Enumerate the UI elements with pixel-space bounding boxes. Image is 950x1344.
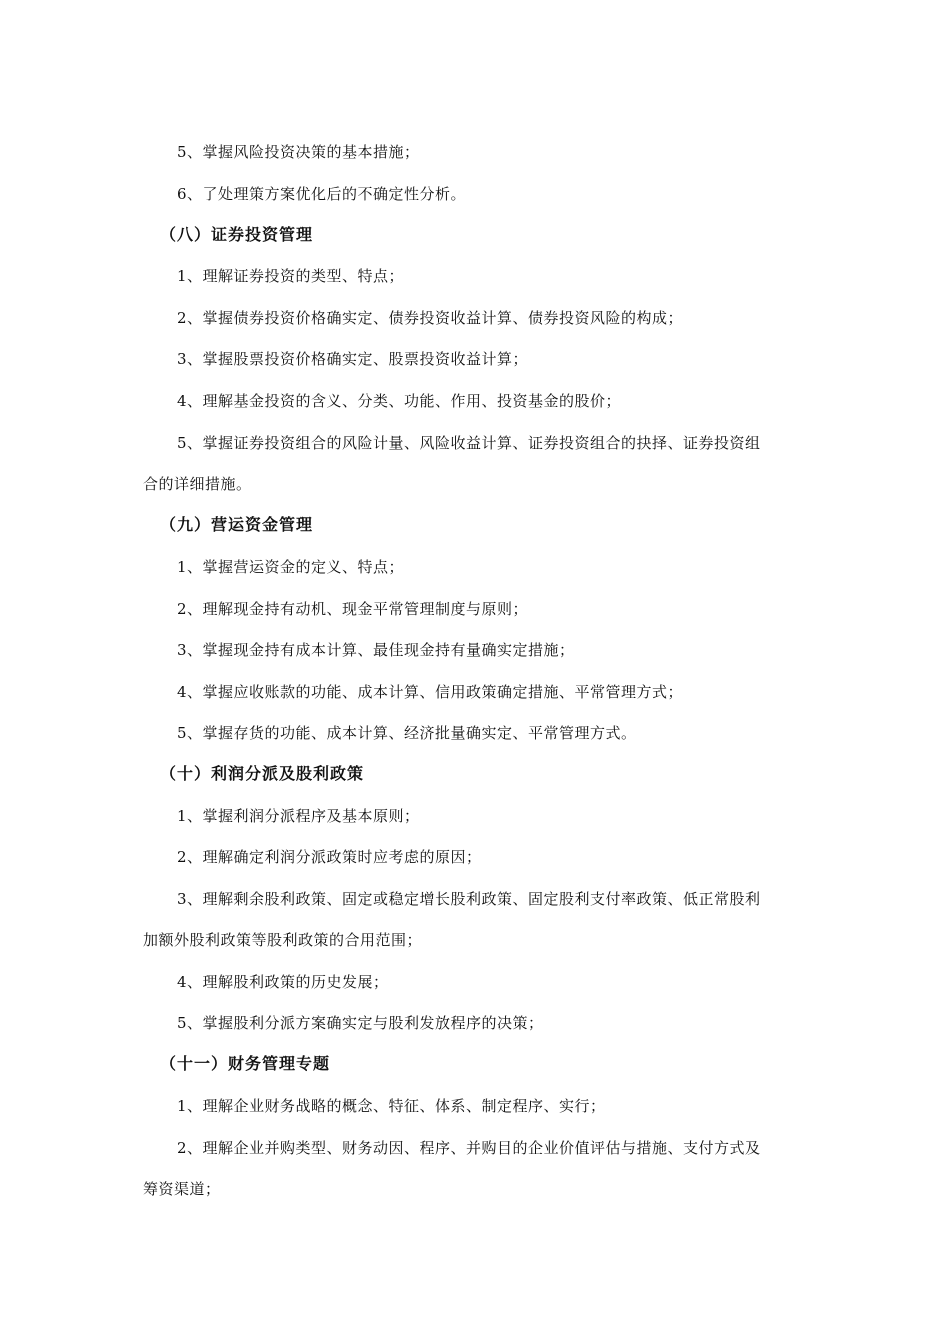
section-heading: （十一）财务管理专题	[160, 1054, 331, 1073]
section-heading: （十）利润分派及股利政策	[160, 764, 365, 783]
list-item: 4、理解基金投资的含义、分类、功能、作用、投资基金的股价；	[177, 392, 622, 410]
list-item-continuation: 筹资渠道；	[143, 1180, 221, 1198]
list-item: 3、理解剩余股利政策、固定或稳定增长股利政策、固定股利支付率政策、低正常股利	[177, 890, 761, 908]
list-item: 5、掌握股利分派方案确实定与股利发放程序的决策；	[177, 1014, 544, 1032]
section-heading: （八）证券投资管理	[160, 225, 314, 244]
list-item-continuation: 加额外股利政策等股利政策的合用范围；	[143, 931, 423, 949]
list-item: 2、掌握债券投资价格确实定、债券投资收益计算、债券投资风险的构成；	[177, 309, 684, 327]
section-heading: （九）营运资金管理	[160, 515, 314, 534]
list-item: 5、掌握风险投资决策的基本措施；	[177, 143, 420, 161]
list-item: 1、掌握营运资金的定义、特点；	[177, 558, 405, 576]
list-item: 6、了处理策方案优化后的不确定性分析。	[177, 185, 467, 203]
list-item: 3、掌握股票投资价格确实定、股票投资收益计算；	[177, 350, 529, 368]
list-item: 2、理解确定利润分派政策时应考虑的原因；	[177, 848, 482, 866]
list-item-continuation: 合的详细措施。	[143, 475, 252, 493]
list-item: 3、掌握现金持有成本计算、最佳现金持有量确实定措施；	[177, 641, 575, 659]
list-item: 2、理解企业并购类型、财务动因、程序、并购目的企业价值评估与措施、支付方式及	[177, 1139, 761, 1157]
list-item: 2、理解现金持有动机、现金平常管理制度与原则；	[177, 600, 529, 618]
list-item: 1、理解证券投资的类型、特点；	[177, 267, 405, 285]
list-item: 1、掌握利润分派程序及基本原则；	[177, 807, 420, 825]
list-item: 5、掌握存货的功能、成本计算、经济批量确实定、平常管理方式。	[177, 724, 637, 742]
list-item: 1、理解企业财务战略的概念、特征、体系、制定程序、实行；	[177, 1097, 606, 1115]
list-item: 4、理解股利政策的历史发展；	[177, 973, 389, 991]
list-item: 5、掌握证券投资组合的风险计量、风险收益计算、证券投资组合的抉择、证券投资组	[177, 434, 761, 452]
list-item: 4、掌握应收账款的功能、成本计算、信用政策确定措施、平常管理方式；	[177, 683, 684, 701]
